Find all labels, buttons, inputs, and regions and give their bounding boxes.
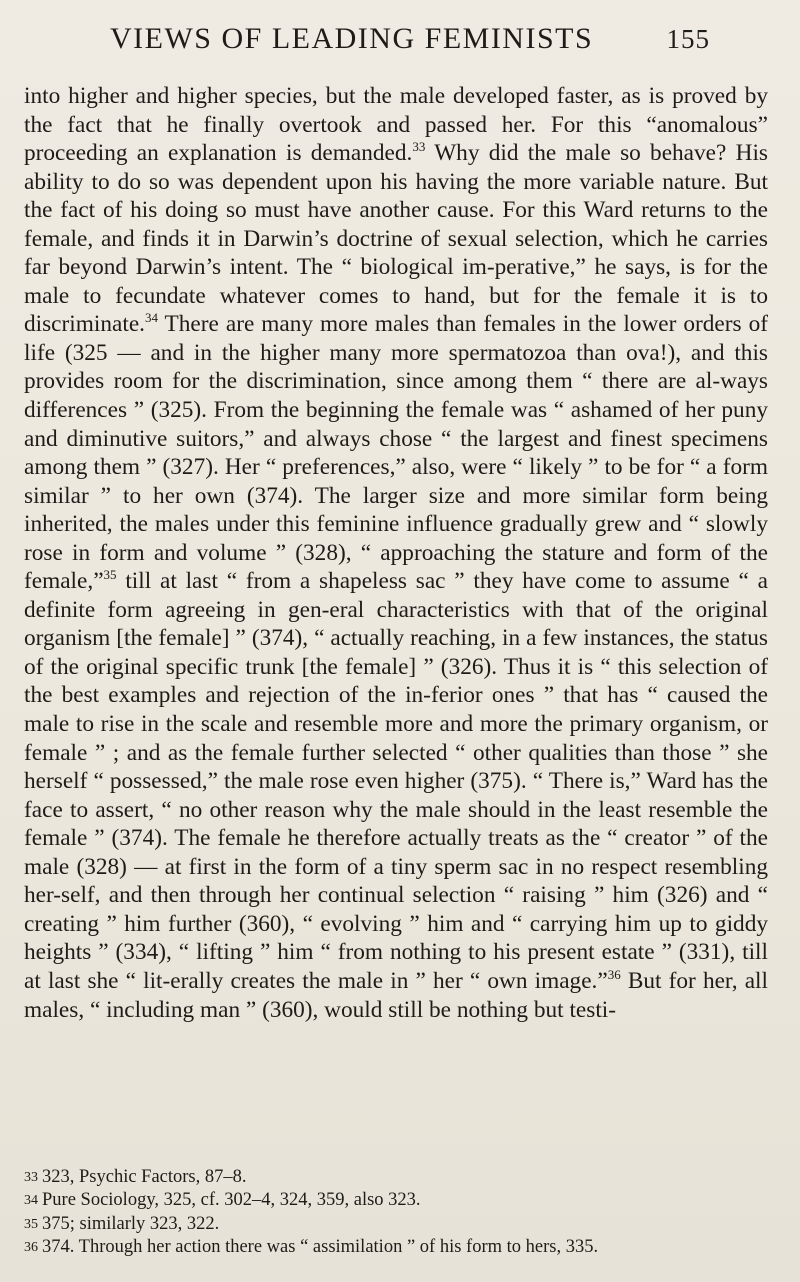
- body-segment-2: Why did the male so behave? His ability to do so was dependent upon his having the more variable nature. But the fact of his doing so must have another cause. For this Ward returns to the female, and finds it in Darwin’s doctrine of sexual selection, which he carries far beyond Darwin’s intent. The “ biological im-perative,” he says, is for the male to fecundate whatever comes to hand, but for the female it is to discriminate.: [24, 140, 768, 338]
- footnote-text: 323, Psychic Factors, 87–8.: [42, 1167, 247, 1187]
- footnote-ref-33: 33: [412, 139, 426, 155]
- footnote-ref-35: 35: [103, 567, 117, 583]
- body-segment-3: There are many more males than females in the lower orders of life (325 — and in the higher many more spermatozoa than ova!), and this provides room for the discrimination, since among them “ there are al-ways differences ” (325). From the beginning the female was “ ashamed of her puny and diminutive suitors,” and always chose “ the largest and finest specimens among them ” (327). Her “ preferences,” also, were “ likely ” to be for “ a form similar ” to her own (374). The larger size and more similar form being inherited, the males under this feminine influence gradually grew and “ slowly rose in form and volume ” (328), “ approaching the stature and form of the female,”: [24, 311, 768, 595]
- footnote-text: 375; similarly 323, 322.: [42, 1213, 220, 1234]
- paragraph: [24, 82, 768, 1024]
- footnote: [24, 1236, 784, 1259]
- footnote-text: 374. Through her action there was “ assimilation ” of his form to hers, 335.: [42, 1237, 599, 1258]
- footnote-ref-34: 34: [144, 310, 158, 326]
- body-segment-4: till at last “ from a shapeless sac ” they have come to assume “ a definite form agreeing in gen-eral characteristics with that of the original organism [the female] ” (374), “ actually reaching, in a few instances, the status of the original specific trunk [the female] ” (326). Thus it is “ this selection of the best examples and rejection of the in-ferior ones ” that has “ caused the male to rise in the scale and resemble more and more the primary organism, or female ” ; and as the female further selected “ other qualities than those ” she herself “ possessed,” the male rose even higher (375). “ There is,” Ward has the face to assert, “ no other reason why the male should in the least resemble the female ” (374). The female he therefore actually treats as the “ creator ” of the male (328) — at first in the form of a tiny sperm sac in no respect resembling her-self, and then through her continual selection “ raising ” him (326) and “ creating ” him further (360), “ evolving ” him and “ carrying him up to giddy heights ” (334), “ lifting ” him “ from nothing to his present estate ” (331), till at last she “ lit-erally creates the male in ” her “ own image.”: [24, 568, 768, 994]
- footnote-text: Pure Sociology, 325, cf. 302–4, 324, 359, also 323.: [42, 1190, 421, 1211]
- body-text: [24, 82, 768, 1024]
- footnote-number: 35: [24, 1216, 38, 1232]
- page-header: [110, 22, 710, 56]
- footnote: [24, 1189, 784, 1212]
- body-segment-1: into higher and higher species, but the male developed faster, as is proved by the fact that he finally overtook and passed her. For this “anomalous” proceeding an explanation is demanded.: [24, 83, 768, 167]
- body-segment-5: But for her, all males, “ including man ” (360), would still be nothing but testi-: [24, 967, 768, 1023]
- page-number: 155: [666, 24, 710, 54]
- footnote-number: 34: [24, 1193, 38, 1209]
- footnote-ref-36: 36: [607, 967, 621, 983]
- footnote: [24, 1213, 784, 1236]
- footnotes: [24, 1166, 784, 1260]
- footnote-number: 36: [24, 1240, 38, 1256]
- footnote: [24, 1166, 784, 1189]
- footnote-number: 33: [24, 1170, 38, 1185]
- running-head: VIEWS OF LEADING FEMINISTS: [110, 22, 594, 55]
